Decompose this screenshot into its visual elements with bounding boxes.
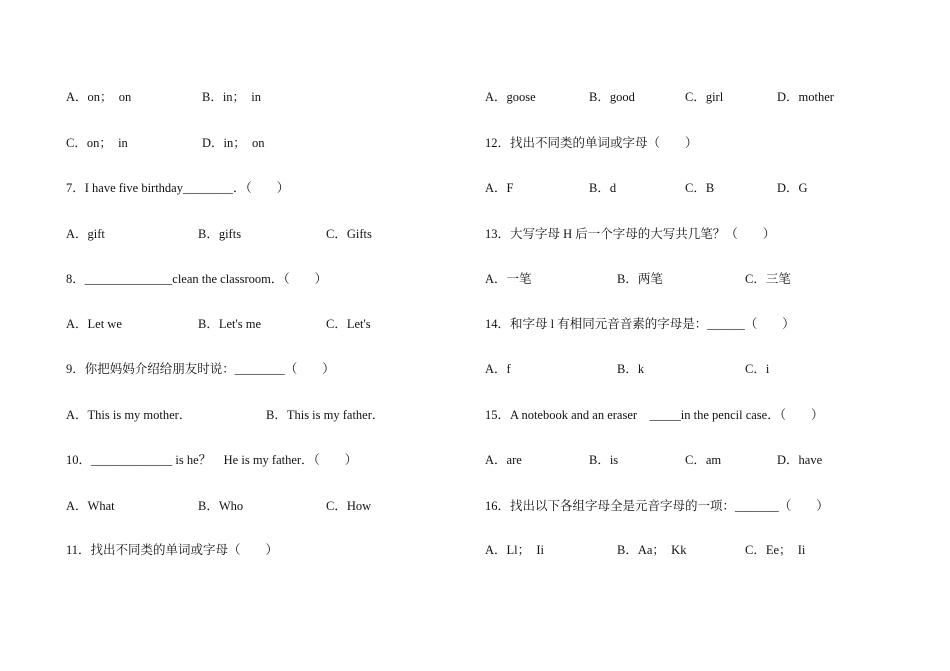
- q13-stem: [485, 224, 775, 244]
- q8-options: [66, 314, 446, 334]
- q6-options-row-1: [66, 87, 446, 107]
- q16-option-b[interactable]: B．Aa； Kk: [617, 543, 687, 557]
- q6-option-c[interactable]: C．on； in: [66, 136, 128, 150]
- q6-option-d[interactable]: D．in； on: [202, 136, 265, 150]
- q7-stem: [66, 178, 289, 198]
- q15-stem-text: 15．A notebook and an eraser _____in the pencil case．（ ）: [485, 408, 824, 422]
- q8-option-b[interactable]: B．Let's me: [198, 317, 262, 331]
- q11-option-c[interactable]: C．girl: [685, 90, 724, 104]
- q12-option-c[interactable]: C．B: [685, 181, 715, 195]
- q8-number: 8．: [66, 272, 85, 286]
- q13-options: [485, 269, 885, 289]
- q7-option-c[interactable]: C．Gifts: [326, 227, 372, 241]
- q11-stem: [66, 540, 278, 560]
- q12-option-d[interactable]: D．G: [777, 181, 808, 195]
- q15-option-b[interactable]: B．is: [589, 453, 619, 467]
- q6-option-b[interactable]: B．in； in: [202, 90, 262, 104]
- q8-stem: [66, 269, 327, 289]
- q11-stem-text: 11．找出不同类的单词或字母（ ）: [66, 543, 279, 557]
- q9-option-a[interactable]: A．This is my mother．: [66, 408, 192, 422]
- q16-option-a[interactable]: A．Ll； Ii: [485, 543, 545, 557]
- q14-options: [485, 359, 885, 379]
- q9-options: [66, 405, 446, 425]
- q10-stem: [66, 450, 357, 470]
- q11-option-d[interactable]: D．mother: [777, 90, 834, 104]
- q14-option-b[interactable]: B．k: [617, 362, 645, 376]
- q15-option-d[interactable]: D．have: [777, 453, 823, 467]
- q10-options: [66, 496, 446, 516]
- q8-stem-text: clean the classroom．（ ）: [172, 272, 328, 286]
- q15-option-c[interactable]: C．am: [685, 453, 722, 467]
- q16-option-c[interactable]: C．Ee； Ii: [745, 543, 806, 557]
- q8-option-c[interactable]: C．Let's: [326, 317, 371, 331]
- q15-option-a[interactable]: A．are: [485, 453, 522, 467]
- q13-option-a[interactable]: A．一笔: [485, 272, 532, 286]
- q7-options: [66, 224, 446, 244]
- q10-number: 10．: [66, 453, 92, 467]
- q12-options: [485, 178, 885, 198]
- q12-option-b[interactable]: B．d: [589, 181, 617, 195]
- q9-stem-text: 9．你把妈妈介绍给朋友时说：________（ ）: [66, 362, 335, 376]
- q11-option-a[interactable]: A．goose: [485, 90, 536, 104]
- q16-stem-text: 16．找出以下各组字母全是元音字母的一项：_______（ ）: [485, 499, 829, 513]
- q15-stem: [485, 405, 823, 425]
- q14-option-a[interactable]: A．f: [485, 362, 511, 376]
- q6-option-a[interactable]: A．on； on: [66, 90, 132, 104]
- q13-option-c[interactable]: C．三笔: [745, 272, 791, 286]
- q14-stem-text: 14．和字母 l 有相同元音音素的字母是：______（ ）: [485, 317, 795, 331]
- q16-options: [485, 540, 885, 560]
- q15-options: [485, 450, 885, 470]
- q11-options: [485, 87, 885, 107]
- q10-option-b[interactable]: B．Who: [198, 499, 244, 513]
- q9-option-b[interactable]: B．This is my father．: [266, 408, 385, 422]
- q13-stem-text: 13．大写字母 H 后一个字母的大写共几笔？（ ）: [485, 227, 776, 241]
- q7-option-b[interactable]: B．gifts: [198, 227, 242, 241]
- q14-stem: [485, 314, 795, 334]
- q10-stem-text: is he？ He is my father．（ ）: [172, 453, 358, 467]
- q8-option-a[interactable]: A．Let we: [66, 317, 122, 331]
- q10-answer-blank[interactable]: _____________: [91, 453, 173, 467]
- q9-stem: [66, 359, 335, 379]
- q12-option-a[interactable]: A．F: [485, 181, 514, 195]
- q11-option-b[interactable]: B．good: [589, 90, 635, 104]
- q12-stem: [485, 133, 698, 153]
- q12-stem-text: 12．找出不同类的单词或字母（ ）: [485, 136, 698, 150]
- q7-option-a[interactable]: A．gift: [66, 227, 105, 241]
- q8-answer-blank[interactable]: ______________: [84, 272, 173, 286]
- q6-options-row-2: [66, 133, 446, 153]
- q10-option-a[interactable]: A．What: [66, 499, 115, 513]
- q14-option-c[interactable]: C．i: [745, 362, 770, 376]
- q16-stem: [485, 496, 829, 516]
- q10-option-c[interactable]: C．How: [326, 499, 372, 513]
- q13-option-b[interactable]: B．两笔: [617, 272, 663, 286]
- q7-stem-text: 7．I have five birthday________．（ ）: [66, 181, 290, 195]
